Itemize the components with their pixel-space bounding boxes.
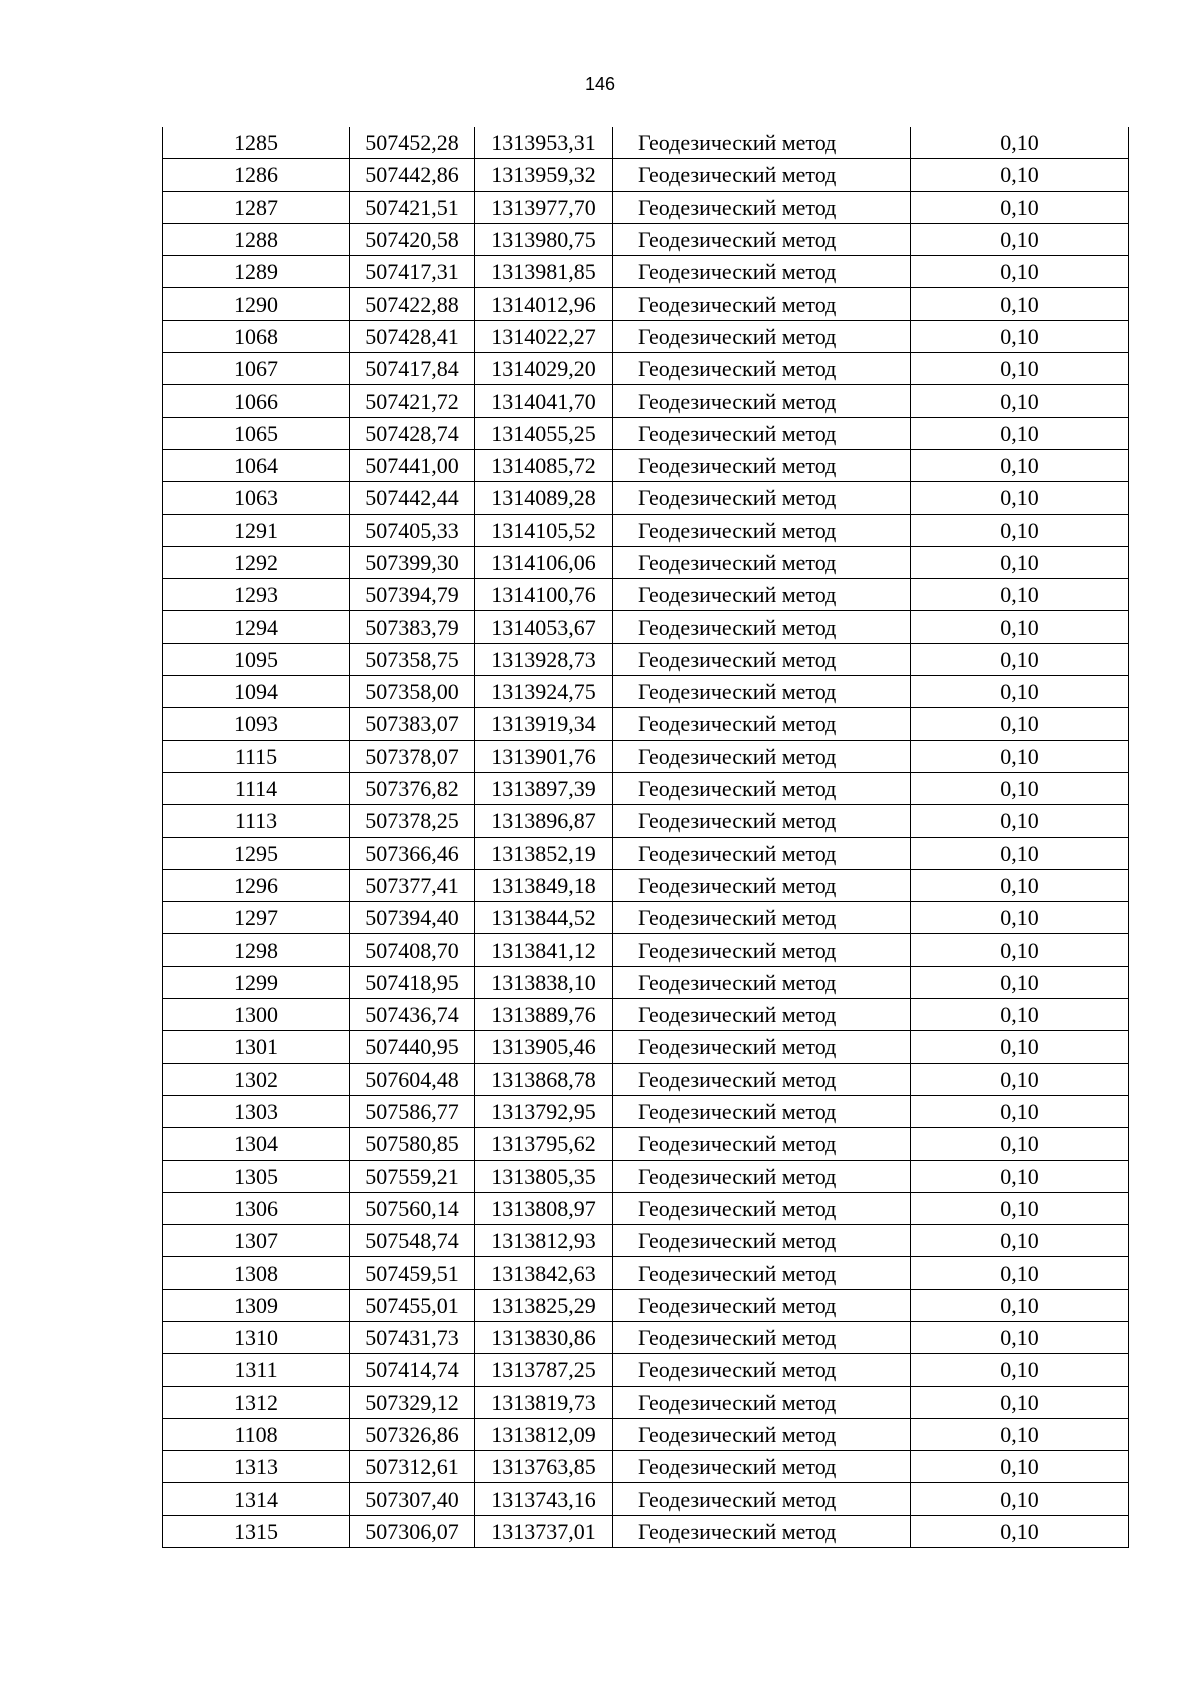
y-coordinate-cell: 1313980,75 <box>475 223 613 255</box>
accuracy-cell: 0,10 <box>911 1451 1129 1483</box>
point-number-cell: 1314 <box>163 1483 350 1515</box>
y-coordinate-cell: 1313868,78 <box>475 1063 613 1095</box>
x-coordinate-cell: 507312,61 <box>350 1451 475 1483</box>
table-row <box>163 837 1129 869</box>
table-row <box>163 320 1129 352</box>
y-coordinate-cell: 1313959,32 <box>475 159 613 191</box>
accuracy-cell: 0,10 <box>911 320 1129 352</box>
table-row <box>163 449 1129 481</box>
table-row <box>163 1063 1129 1095</box>
point-number-cell: 1108 <box>163 1418 350 1450</box>
method-cell: Геодезический метод <box>613 805 911 837</box>
table-row <box>163 1483 1129 1515</box>
accuracy-cell: 0,10 <box>911 579 1129 611</box>
table-row <box>163 159 1129 191</box>
x-coordinate-cell: 507414,74 <box>350 1354 475 1386</box>
method-cell: Геодезический метод <box>613 1225 911 1257</box>
accuracy-cell: 0,10 <box>911 966 1129 998</box>
accuracy-cell: 0,10 <box>911 127 1129 159</box>
x-coordinate-cell: 507604,48 <box>350 1063 475 1095</box>
point-number-cell: 1311 <box>163 1354 350 1386</box>
method-cell: Геодезический метод <box>613 1386 911 1418</box>
accuracy-cell: 0,10 <box>911 256 1129 288</box>
table-row <box>163 772 1129 804</box>
point-number-cell: 1292 <box>163 546 350 578</box>
point-number-cell: 1291 <box>163 514 350 546</box>
accuracy-cell: 0,10 <box>911 353 1129 385</box>
method-cell: Геодезический метод <box>613 966 911 998</box>
accuracy-cell: 0,10 <box>911 837 1129 869</box>
table-row <box>163 1289 1129 1321</box>
point-number-cell: 1306 <box>163 1192 350 1224</box>
x-coordinate-cell: 507428,74 <box>350 417 475 449</box>
coordinates-table-body <box>163 127 1129 1548</box>
y-coordinate-cell: 1313889,76 <box>475 999 613 1031</box>
x-coordinate-cell: 507329,12 <box>350 1386 475 1418</box>
accuracy-cell: 0,10 <box>911 643 1129 675</box>
point-number-cell: 1285 <box>163 127 350 159</box>
method-cell: Геодезический метод <box>613 417 911 449</box>
x-coordinate-cell: 507377,41 <box>350 869 475 901</box>
y-coordinate-cell: 1314106,06 <box>475 546 613 578</box>
x-coordinate-cell: 507394,79 <box>350 579 475 611</box>
point-number-cell: 1093 <box>163 708 350 740</box>
table-row <box>163 805 1129 837</box>
x-coordinate-cell: 507548,74 <box>350 1225 475 1257</box>
x-coordinate-cell: 507442,44 <box>350 482 475 514</box>
point-number-cell: 1299 <box>163 966 350 998</box>
x-coordinate-cell: 507408,70 <box>350 934 475 966</box>
x-coordinate-cell: 507431,73 <box>350 1321 475 1353</box>
method-cell: Геодезический метод <box>613 385 911 417</box>
point-number-cell: 1095 <box>163 643 350 675</box>
y-coordinate-cell: 1313808,97 <box>475 1192 613 1224</box>
table-row <box>163 1515 1129 1547</box>
method-cell: Геодезический метод <box>613 1515 911 1547</box>
accuracy-cell: 0,10 <box>911 1483 1129 1515</box>
table-row <box>163 1192 1129 1224</box>
table-row <box>163 546 1129 578</box>
table-row <box>163 1354 1129 1386</box>
method-cell: Геодезический метод <box>613 1160 911 1192</box>
y-coordinate-cell: 1313953,31 <box>475 127 613 159</box>
table-row <box>163 127 1129 159</box>
accuracy-cell: 0,10 <box>911 1160 1129 1192</box>
point-number-cell: 1303 <box>163 1095 350 1127</box>
point-number-cell: 1302 <box>163 1063 350 1095</box>
x-coordinate-cell: 507440,95 <box>350 1031 475 1063</box>
point-number-cell: 1305 <box>163 1160 350 1192</box>
table-row <box>163 482 1129 514</box>
point-number-cell: 1063 <box>163 482 350 514</box>
accuracy-cell: 0,10 <box>911 514 1129 546</box>
accuracy-cell: 0,10 <box>911 191 1129 223</box>
table-row <box>163 902 1129 934</box>
method-cell: Геодезический метод <box>613 288 911 320</box>
y-coordinate-cell: 1314022,27 <box>475 320 613 352</box>
x-coordinate-cell: 507394,40 <box>350 902 475 934</box>
x-coordinate-cell: 507459,51 <box>350 1257 475 1289</box>
method-cell: Геодезический метод <box>613 191 911 223</box>
y-coordinate-cell: 1313763,85 <box>475 1451 613 1483</box>
method-cell: Геодезический метод <box>613 611 911 643</box>
x-coordinate-cell: 507420,58 <box>350 223 475 255</box>
method-cell: Геодезический метод <box>613 127 911 159</box>
method-cell: Геодезический метод <box>613 772 911 804</box>
x-coordinate-cell: 507580,85 <box>350 1128 475 1160</box>
accuracy-cell: 0,10 <box>911 1063 1129 1095</box>
accuracy-cell: 0,10 <box>911 1418 1129 1450</box>
method-cell: Геодезический метод <box>613 320 911 352</box>
y-coordinate-cell: 1314053,67 <box>475 611 613 643</box>
method-cell: Геодезический метод <box>613 934 911 966</box>
x-coordinate-cell: 507383,07 <box>350 708 475 740</box>
coordinates-table <box>162 127 1129 1548</box>
y-coordinate-cell: 1313924,75 <box>475 676 613 708</box>
accuracy-cell: 0,10 <box>911 385 1129 417</box>
accuracy-cell: 0,10 <box>911 1515 1129 1547</box>
point-number-cell: 1304 <box>163 1128 350 1160</box>
table-row <box>163 1451 1129 1483</box>
method-cell: Геодезический метод <box>613 256 911 288</box>
y-coordinate-cell: 1313819,73 <box>475 1386 613 1418</box>
x-coordinate-cell: 507452,28 <box>350 127 475 159</box>
method-cell: Геодезический метод <box>613 449 911 481</box>
x-coordinate-cell: 507383,79 <box>350 611 475 643</box>
accuracy-cell: 0,10 <box>911 676 1129 708</box>
table-row <box>163 514 1129 546</box>
x-coordinate-cell: 507306,07 <box>350 1515 475 1547</box>
table-row <box>163 579 1129 611</box>
accuracy-cell: 0,10 <box>911 1289 1129 1321</box>
point-number-cell: 1113 <box>163 805 350 837</box>
table-row <box>163 385 1129 417</box>
table-row <box>163 256 1129 288</box>
y-coordinate-cell: 1313981,85 <box>475 256 613 288</box>
accuracy-cell: 0,10 <box>911 1321 1129 1353</box>
point-number-cell: 1287 <box>163 191 350 223</box>
point-number-cell: 1114 <box>163 772 350 804</box>
y-coordinate-cell: 1313812,09 <box>475 1418 613 1450</box>
x-coordinate-cell: 507560,14 <box>350 1192 475 1224</box>
accuracy-cell: 0,10 <box>911 902 1129 934</box>
accuracy-cell: 0,10 <box>911 740 1129 772</box>
y-coordinate-cell: 1313977,70 <box>475 191 613 223</box>
method-cell: Геодезический метод <box>613 1192 911 1224</box>
y-coordinate-cell: 1313849,18 <box>475 869 613 901</box>
y-coordinate-cell: 1314012,96 <box>475 288 613 320</box>
point-number-cell: 1315 <box>163 1515 350 1547</box>
point-number-cell: 1288 <box>163 223 350 255</box>
method-cell: Геодезический метод <box>613 482 911 514</box>
method-cell: Геодезический метод <box>613 1289 911 1321</box>
point-number-cell: 1297 <box>163 902 350 934</box>
method-cell: Геодезический метод <box>613 999 911 1031</box>
y-coordinate-cell: 1313842,63 <box>475 1257 613 1289</box>
table-row <box>163 676 1129 708</box>
x-coordinate-cell: 507559,21 <box>350 1160 475 1192</box>
x-coordinate-cell: 507307,40 <box>350 1483 475 1515</box>
table-row <box>163 934 1129 966</box>
y-coordinate-cell: 1314100,76 <box>475 579 613 611</box>
table-row <box>163 417 1129 449</box>
point-number-cell: 1066 <box>163 385 350 417</box>
x-coordinate-cell: 507418,95 <box>350 966 475 998</box>
method-cell: Геодезический метод <box>613 643 911 675</box>
method-cell: Геодезический метод <box>613 1483 911 1515</box>
y-coordinate-cell: 1313792,95 <box>475 1095 613 1127</box>
accuracy-cell: 0,10 <box>911 288 1129 320</box>
x-coordinate-cell: 507358,75 <box>350 643 475 675</box>
point-number-cell: 1293 <box>163 579 350 611</box>
method-cell: Геодезический метод <box>613 1095 911 1127</box>
x-coordinate-cell: 507436,74 <box>350 999 475 1031</box>
method-cell: Геодезический метод <box>613 1128 911 1160</box>
table-row <box>163 1128 1129 1160</box>
table-row <box>163 869 1129 901</box>
point-number-cell: 1310 <box>163 1321 350 1353</box>
table-row <box>163 1386 1129 1418</box>
y-coordinate-cell: 1313928,73 <box>475 643 613 675</box>
x-coordinate-cell: 507442,86 <box>350 159 475 191</box>
method-cell: Геодезический метод <box>613 546 911 578</box>
method-cell: Геодезический метод <box>613 353 911 385</box>
y-coordinate-cell: 1313743,16 <box>475 1483 613 1515</box>
point-number-cell: 1290 <box>163 288 350 320</box>
table-row <box>163 1095 1129 1127</box>
accuracy-cell: 0,10 <box>911 934 1129 966</box>
y-coordinate-cell: 1313841,12 <box>475 934 613 966</box>
method-cell: Геодезический метод <box>613 902 911 934</box>
accuracy-cell: 0,10 <box>911 449 1129 481</box>
method-cell: Геодезический метод <box>613 837 911 869</box>
method-cell: Геодезический метод <box>613 514 911 546</box>
x-coordinate-cell: 507455,01 <box>350 1289 475 1321</box>
point-number-cell: 1313 <box>163 1451 350 1483</box>
page-number: 146 <box>584 74 616 94</box>
table-row <box>163 1160 1129 1192</box>
method-cell: Геодезический метод <box>613 1063 911 1095</box>
accuracy-cell: 0,10 <box>911 1031 1129 1063</box>
table-row <box>163 611 1129 643</box>
y-coordinate-cell: 1314089,28 <box>475 482 613 514</box>
method-cell: Геодезический метод <box>613 1257 911 1289</box>
y-coordinate-cell: 1313812,93 <box>475 1225 613 1257</box>
table-row <box>163 1225 1129 1257</box>
method-cell: Геодезический метод <box>613 223 911 255</box>
point-number-cell: 1296 <box>163 869 350 901</box>
x-coordinate-cell: 507421,51 <box>350 191 475 223</box>
point-number-cell: 1064 <box>163 449 350 481</box>
accuracy-cell: 0,10 <box>911 999 1129 1031</box>
x-coordinate-cell: 507428,41 <box>350 320 475 352</box>
accuracy-cell: 0,10 <box>911 1192 1129 1224</box>
y-coordinate-cell: 1314029,20 <box>475 353 613 385</box>
point-number-cell: 1307 <box>163 1225 350 1257</box>
x-coordinate-cell: 507441,00 <box>350 449 475 481</box>
x-coordinate-cell: 507366,46 <box>350 837 475 869</box>
x-coordinate-cell: 507417,84 <box>350 353 475 385</box>
table-row <box>163 740 1129 772</box>
table-row <box>163 1321 1129 1353</box>
x-coordinate-cell: 507376,82 <box>350 772 475 804</box>
table-row <box>163 1418 1129 1450</box>
point-number-cell: 1308 <box>163 1257 350 1289</box>
method-cell: Геодезический метод <box>613 676 911 708</box>
accuracy-cell: 0,10 <box>911 611 1129 643</box>
point-number-cell: 1286 <box>163 159 350 191</box>
y-coordinate-cell: 1313896,87 <box>475 805 613 837</box>
y-coordinate-cell: 1313787,25 <box>475 1354 613 1386</box>
accuracy-cell: 0,10 <box>911 223 1129 255</box>
method-cell: Геодезический метод <box>613 1354 911 1386</box>
method-cell: Геодезический метод <box>613 740 911 772</box>
point-number-cell: 1115 <box>163 740 350 772</box>
table-row <box>163 966 1129 998</box>
point-number-cell: 1312 <box>163 1386 350 1418</box>
table-row <box>163 643 1129 675</box>
y-coordinate-cell: 1314085,72 <box>475 449 613 481</box>
accuracy-cell: 0,10 <box>911 805 1129 837</box>
method-cell: Геодезический метод <box>613 869 911 901</box>
table-row <box>163 1257 1129 1289</box>
method-cell: Геодезический метод <box>613 1418 911 1450</box>
x-coordinate-cell: 507326,86 <box>350 1418 475 1450</box>
y-coordinate-cell: 1313838,10 <box>475 966 613 998</box>
y-coordinate-cell: 1314105,52 <box>475 514 613 546</box>
point-number-cell: 1309 <box>163 1289 350 1321</box>
method-cell: Геодезический метод <box>613 1321 911 1353</box>
x-coordinate-cell: 507417,31 <box>350 256 475 288</box>
point-number-cell: 1068 <box>163 320 350 352</box>
x-coordinate-cell: 507378,07 <box>350 740 475 772</box>
point-number-cell: 1067 <box>163 353 350 385</box>
method-cell: Геодезический метод <box>613 1031 911 1063</box>
method-cell: Геодезический метод <box>613 708 911 740</box>
x-coordinate-cell: 507378,25 <box>350 805 475 837</box>
accuracy-cell: 0,10 <box>911 772 1129 804</box>
accuracy-cell: 0,10 <box>911 482 1129 514</box>
accuracy-cell: 0,10 <box>911 1095 1129 1127</box>
table-row <box>163 1031 1129 1063</box>
method-cell: Геодезический метод <box>613 159 911 191</box>
y-coordinate-cell: 1314055,25 <box>475 417 613 449</box>
point-number-cell: 1301 <box>163 1031 350 1063</box>
point-number-cell: 1295 <box>163 837 350 869</box>
point-number-cell: 1094 <box>163 676 350 708</box>
table-row <box>163 708 1129 740</box>
x-coordinate-cell: 507405,33 <box>350 514 475 546</box>
table-row <box>163 999 1129 1031</box>
x-coordinate-cell: 507586,77 <box>350 1095 475 1127</box>
y-coordinate-cell: 1314041,70 <box>475 385 613 417</box>
y-coordinate-cell: 1313830,86 <box>475 1321 613 1353</box>
table-row <box>163 223 1129 255</box>
y-coordinate-cell: 1313897,39 <box>475 772 613 804</box>
table-row <box>163 191 1129 223</box>
x-coordinate-cell: 507421,72 <box>350 385 475 417</box>
point-number-cell: 1300 <box>163 999 350 1031</box>
accuracy-cell: 0,10 <box>911 417 1129 449</box>
table-row <box>163 353 1129 385</box>
y-coordinate-cell: 1313852,19 <box>475 837 613 869</box>
method-cell: Геодезический метод <box>613 579 911 611</box>
x-coordinate-cell: 507358,00 <box>350 676 475 708</box>
accuracy-cell: 0,10 <box>911 1257 1129 1289</box>
table-row <box>163 288 1129 320</box>
y-coordinate-cell: 1313919,34 <box>475 708 613 740</box>
x-coordinate-cell: 507422,88 <box>350 288 475 320</box>
point-number-cell: 1298 <box>163 934 350 966</box>
y-coordinate-cell: 1313844,52 <box>475 902 613 934</box>
accuracy-cell: 0,10 <box>911 1386 1129 1418</box>
y-coordinate-cell: 1313737,01 <box>475 1515 613 1547</box>
accuracy-cell: 0,10 <box>911 1225 1129 1257</box>
point-number-cell: 1294 <box>163 611 350 643</box>
accuracy-cell: 0,10 <box>911 1354 1129 1386</box>
method-cell: Геодезический метод <box>613 1451 911 1483</box>
point-number-cell: 1289 <box>163 256 350 288</box>
y-coordinate-cell: 1313901,76 <box>475 740 613 772</box>
accuracy-cell: 0,10 <box>911 708 1129 740</box>
accuracy-cell: 0,10 <box>911 546 1129 578</box>
y-coordinate-cell: 1313825,29 <box>475 1289 613 1321</box>
y-coordinate-cell: 1313805,35 <box>475 1160 613 1192</box>
x-coordinate-cell: 507399,30 <box>350 546 475 578</box>
point-number-cell: 1065 <box>163 417 350 449</box>
y-coordinate-cell: 1313905,46 <box>475 1031 613 1063</box>
y-coordinate-cell: 1313795,62 <box>475 1128 613 1160</box>
accuracy-cell: 0,10 <box>911 1128 1129 1160</box>
accuracy-cell: 0,10 <box>911 869 1129 901</box>
accuracy-cell: 0,10 <box>911 159 1129 191</box>
